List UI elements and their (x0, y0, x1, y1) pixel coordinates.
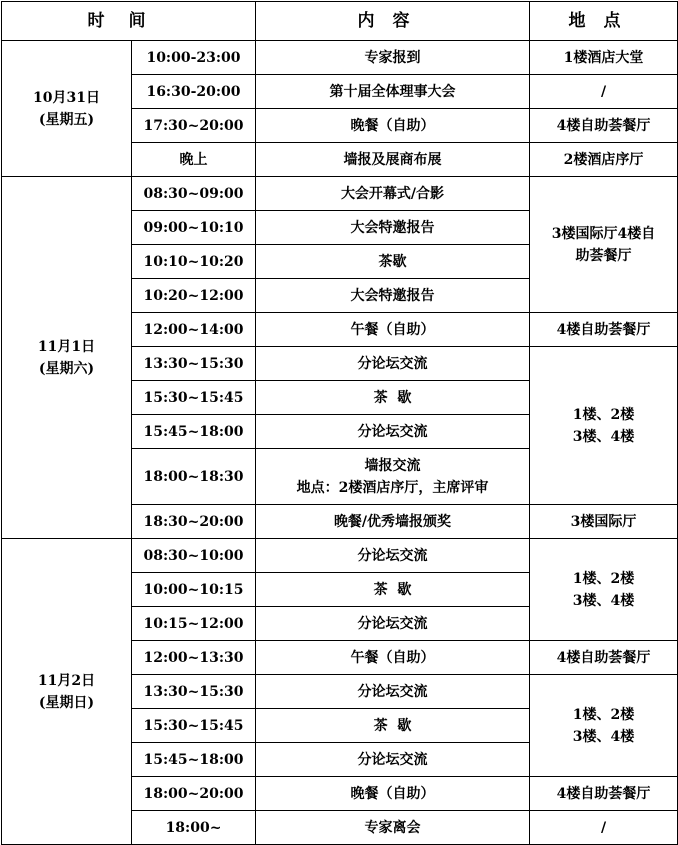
weekday-label: (星期五) (38, 111, 95, 128)
venue-cell: / (530, 811, 678, 845)
venue-line: 1楼、2楼 (572, 406, 635, 423)
time-cell: 16:30-20:00 (132, 75, 256, 109)
time-cell: 12:00~13:30 (132, 641, 256, 675)
venue-cell (530, 539, 678, 641)
header-row (2, 2, 678, 41)
table-row (2, 177, 678, 211)
venue-cell: 2楼酒店序厅 (530, 143, 678, 177)
content-cell: 晚餐（自助） (256, 777, 530, 811)
venue-line: 助荟餐厅 (575, 247, 632, 264)
venue-line: 3楼国际厅4楼自 (551, 225, 656, 242)
content-cell: 大会特邀报告 (256, 211, 530, 245)
content-cell (256, 449, 530, 505)
time-cell: 18:00~ (132, 811, 256, 845)
date-label: 11月2日 (37, 672, 96, 689)
time-cell: 15:30~15:45 (132, 709, 256, 743)
venue-cell: 4楼自助荟餐厅 (530, 641, 678, 675)
content-cell: 茶 歇 (256, 709, 530, 743)
venue-cell (530, 675, 678, 777)
content-cell: 午餐（自助） (256, 313, 530, 347)
table-row (2, 41, 678, 75)
venue-line: 3楼、4楼 (572, 592, 635, 609)
date-cell-oct31 (2, 41, 132, 177)
header-venue: 地点 (530, 2, 678, 41)
table-row (2, 539, 678, 573)
time-cell: 10:10~10:20 (132, 245, 256, 279)
time-cell: 13:30~15:30 (132, 347, 256, 381)
time-cell: 13:30~15:30 (132, 675, 256, 709)
content-line: 地点：2楼酒店序厅，主席评审 (296, 479, 489, 496)
venue-cell: / (530, 75, 678, 109)
weekday-label: (星期日) (38, 694, 95, 711)
time-cell: 09:00~10:10 (132, 211, 256, 245)
time-cell: 08:30~10:00 (132, 539, 256, 573)
venue-cell (530, 347, 678, 505)
time-cell: 18:00~20:00 (132, 777, 256, 811)
time-cell: 10:00~10:15 (132, 573, 256, 607)
content-cell: 茶 歇 (256, 381, 530, 415)
schedule-table (1, 1, 678, 845)
content-cell: 茶 歇 (256, 573, 530, 607)
content-cell: 午餐（自助） (256, 641, 530, 675)
content-cell: 大会特邀报告 (256, 279, 530, 313)
content-cell: 大会开幕式/合影 (256, 177, 530, 211)
content-cell: 茶歇 (256, 245, 530, 279)
venue-cell: 3楼国际厅 (530, 505, 678, 539)
venue-line: 1楼、2楼 (572, 570, 635, 587)
content-cell: 专家报到 (256, 41, 530, 75)
content-cell: 墙报及展商布展 (256, 143, 530, 177)
content-cell: 分论坛交流 (256, 743, 530, 777)
date-cell-nov2 (2, 539, 132, 845)
date-label: 10月31日 (33, 89, 100, 106)
venue-cell: 4楼自助荟餐厅 (530, 109, 678, 143)
venue-cell: 1楼酒店大堂 (530, 41, 678, 75)
venue-cell (530, 177, 678, 313)
venue-line: 3楼、4楼 (572, 428, 635, 445)
content-line: 墙报交流 (364, 457, 421, 474)
content-cell: 分论坛交流 (256, 607, 530, 641)
venue-cell: 4楼自助荟餐厅 (530, 313, 678, 347)
content-cell: 分论坛交流 (256, 539, 530, 573)
time-cell: 10:15~12:00 (132, 607, 256, 641)
time-cell: 15:30~15:45 (132, 381, 256, 415)
time-cell: 10:20~12:00 (132, 279, 256, 313)
date-cell-nov1 (2, 177, 132, 539)
venue-cell: 4楼自助荟餐厅 (530, 777, 678, 811)
time-cell: 15:45~18:00 (132, 415, 256, 449)
content-cell: 晚餐（自助） (256, 109, 530, 143)
header-content: 内容 (256, 2, 530, 41)
time-cell: 15:45~18:00 (132, 743, 256, 777)
time-cell: 18:00~18:30 (132, 449, 256, 505)
content-cell: 分论坛交流 (256, 415, 530, 449)
weekday-label: (星期六) (38, 360, 95, 377)
content-cell: 分论坛交流 (256, 675, 530, 709)
header-time: 时间 (2, 2, 256, 41)
content-cell: 专家离会 (256, 811, 530, 845)
date-label: 11月1日 (37, 338, 96, 355)
time-cell: 10:00-23:00 (132, 41, 256, 75)
content-cell: 分论坛交流 (256, 347, 530, 381)
time-cell: 17:30~20:00 (132, 109, 256, 143)
time-cell: 晚上 (132, 143, 256, 177)
time-cell: 12:00~14:00 (132, 313, 256, 347)
content-cell: 晚餐/优秀墙报颁奖 (256, 505, 530, 539)
content-cell: 第十届全体理事大会 (256, 75, 530, 109)
venue-line: 3楼、4楼 (572, 728, 635, 745)
time-cell: 18:30~20:00 (132, 505, 256, 539)
time-cell: 08:30~09:00 (132, 177, 256, 211)
venue-line: 1楼、2楼 (572, 706, 635, 723)
